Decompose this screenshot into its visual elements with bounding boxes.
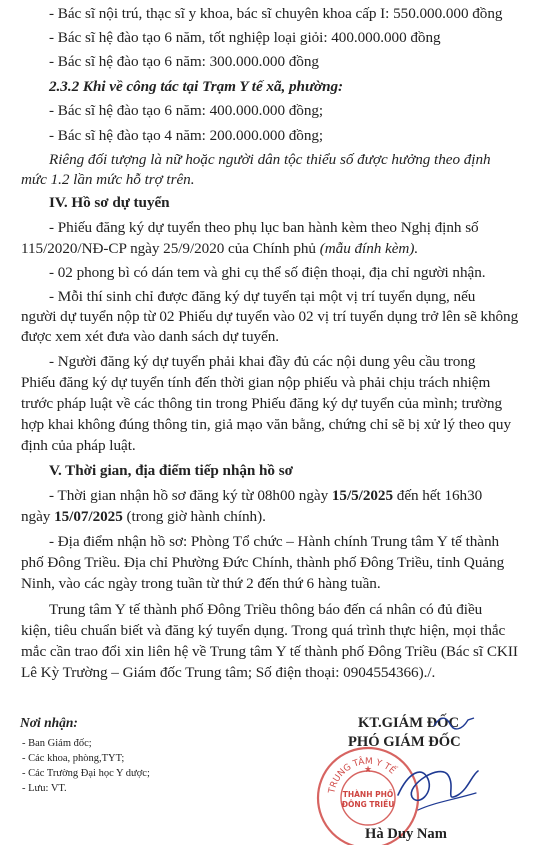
initial-mark-icon [428,712,498,732]
dossier-item-2: - 02 phong bì có dán tem và ghi cụ thể số điện thoại, địa chỉ người nhận. [49,264,486,281]
dossier-item-1-line-2 [21,239,418,258]
seal-ring-text: TRUNG TÂM Y TẾ [327,756,397,795]
recipient-item: - Các Trường Đại học Y dược; [22,768,150,779]
start-date: 15/5/2025 [331,487,394,504]
attachment-note: (mẫu đính kèm). [319,240,419,257]
handwritten-signature-icon [388,755,488,825]
signature-title-1: KT.GIÁM ĐỐC [358,715,460,731]
section-heading-iv: IV. Hồ sơ dự tuyển [49,194,170,211]
dossier-item-4-line-4: hợp khai không đúng thông tin, giả mạo văn bằng, chứng chỉ sẽ bị xử lý theo quy [21,416,512,433]
special-note-line-2: mức 1.2 lần mức hỗ trợ trên. [21,171,195,188]
benefit-line-commune-4yr: - Bác sĩ hệ đào tạo 4 năm: 200.000.000 đồng; [49,127,324,144]
dossier-item-3-line-2: người dự tuyển nộp từ 02 Phiếu dự tuyển vào 02 vị trí tuyển dụng trở lên sẽ không [21,308,519,325]
closing-paragraph-line-4: Lê Kỳ Trường – Giám đốc Trung tâm; Số điện thoại: 0904554366)./. [21,664,436,681]
dossier-item-1-line-1: - Phiếu đăng ký dự tuyển theo phụ lục ban hành kèm theo Nghị định số [49,219,479,236]
dossier-item-4-line-2: Phiếu đăng ký dự tuyển tính đến thời gian nộp phiếu và phải chịu trách nhiệm [21,374,491,391]
receipt-place-line-2: phố Đông Triều. Địa chỉ Phường Đức Chính, thành phố Đông Triều, tỉnh Quảng [21,554,505,571]
section-heading-v: V. Thời gian, địa điểm tiếp nhận hồ sơ [49,462,293,479]
benefit-line-resident-doctor: - Bác sĩ nội trú, thạc sĩ y khoa, bác sĩ chuyên khoa cấp I: 550.000.000 đồng [49,5,503,22]
signer-name: Hà Duy Nam [365,826,447,842]
special-note-line-1: Riêng đối tượng là nữ hoặc người dân tộc thiểu số được hưởng theo định [49,151,491,168]
seal-center-line-2: ĐÔNG TRIỀU [341,800,395,809]
recipients-title: Nơi nhận: [20,715,78,730]
recipient-item: - Ban Giám đốc; [22,738,92,749]
recipient-item: - Lưu: VT. [22,783,67,794]
dossier-item-4-line-1: - Người đăng ký dự tuyển phải khai đầy đủ các nội dung yêu cầu trong [49,353,476,370]
end-date: 15/07/2025 [54,508,123,525]
receipt-place-line-3: Ninh, vào các ngày trong tuần từ thứ 2 đến thứ 6 hàng tuần. [21,575,381,592]
benefit-line-commune-6yr: - Bác sĩ hệ đào tạo 6 năm: 400.000.000 đồng; [49,102,324,119]
decree-reference: 115/2020/NĐ-CP ngày 25/9/2020 của Chính phủ [21,240,316,257]
signature-title-2: PHÓ GIÁM ĐỐC [348,734,461,750]
receipt-time-line-2: ngày 15/07/2025 (trong giờ hành chính). [21,508,266,525]
closing-paragraph-line-1: Trung tâm Y tế thành phố Đông Triều thông báo đến cá nhân có đủ điều [49,601,483,618]
receipt-time-line-1: - Thời gian nhận hồ sơ đăng ký từ 08h00 ngày 15/5/2025 đến hết 16h30 [49,487,483,504]
benefit-line-6yr: - Bác sĩ hệ đào tạo 6 năm: 300.000.000 đồng [49,53,319,70]
recipient-item: - Các khoa, phòng,TYT; [22,753,125,764]
dossier-item-3-line-3: được xem xét đưa vào danh sách dự tuyển. [21,328,280,345]
benefit-line-6yr-excellent: - Bác sĩ hệ đào tạo 6 năm, tốt nghiệp loại giỏi: 400.000.000 đồng [49,29,441,46]
dossier-item-3-line-1: - Mỗi thí sinh chỉ được đăng ký dự tuyển tại một vị trí tuyển dụng, nếu [49,288,476,305]
svg-text:★: ★ [363,765,373,775]
seal-center-line-1: THÀNH PHỐ [342,790,394,799]
dossier-item-4-line-3: trước pháp luật về các thông tin trong Phiếu đăng ký dự tuyển của mình; trường [21,395,502,412]
section-heading-2-3-2: 2.3.2 Khi về công tác tại Trạm Y tế xã, phường: [49,78,344,95]
receipt-place-line-1: - Địa điểm nhận hồ sơ: Phòng Tổ chức – Hành chính Trung tâm Y tế thành [49,533,500,550]
dossier-item-4-line-5: định của pháp luật. [21,437,136,454]
closing-paragraph-line-2: kiện, tiêu chuẩn biết và đăng ký tuyển dụng. Trong quá trình thực hiện, mọi thắc [21,622,506,639]
closing-paragraph-line-3: mắc cần trao đổi xin liên hệ về Trung tâm Y tế thành phố Đông Triều (Bác sĩ CKII [21,643,518,660]
